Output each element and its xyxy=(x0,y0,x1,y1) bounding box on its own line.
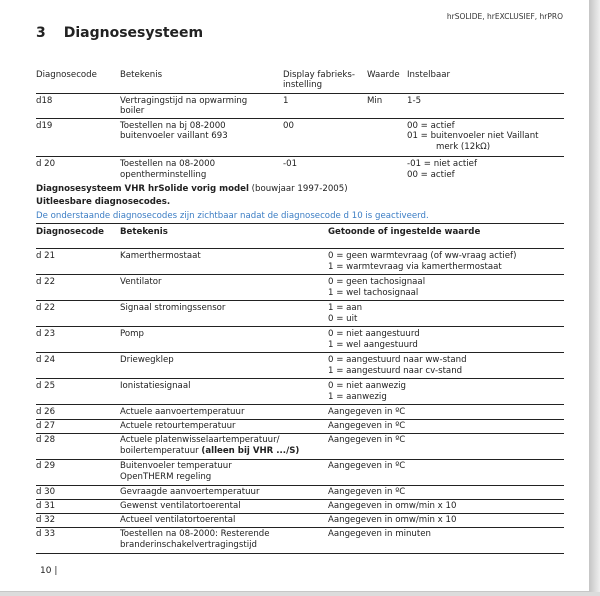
table-cell: Gevraagde aanvoertemperatuur xyxy=(120,487,260,497)
divider xyxy=(36,223,564,224)
table-cell: Vertragingstijd na opwarming xyxy=(120,96,248,106)
divider xyxy=(36,459,564,460)
section-title: Diagnosesysteem VHR hrSolide vorig model (bouwjaar 1997-2005) xyxy=(36,184,348,194)
table-cell: 0 = geen tachosignaal xyxy=(328,277,426,287)
divider xyxy=(36,326,564,327)
table-row-code: d18 xyxy=(36,96,53,106)
table-cell: OpenTHERM regeling xyxy=(120,472,212,482)
table-cell: -01 = niet actief xyxy=(407,159,477,169)
table-cell: Pomp xyxy=(120,329,144,339)
table-cell: 0 = geen warmtevraag (of ww-vraag actief) xyxy=(328,251,517,261)
table-cell: Aangegeven in omw/min x 10 xyxy=(328,515,457,525)
table-row-code: d 30 xyxy=(36,487,56,497)
table-row-code: d 24 xyxy=(36,355,56,365)
table-cell: Buitenvoeler temperatuur xyxy=(120,461,232,471)
table-cell: branderinschakelvertragingstijd xyxy=(120,540,257,550)
table-cell: Kamerthermostaat xyxy=(120,251,201,261)
divider xyxy=(36,499,564,500)
table-cell: Actuele retourtemperatuur xyxy=(120,421,236,431)
chapter-number: 3 xyxy=(36,25,46,41)
page-number: 10 | xyxy=(40,566,58,576)
table-row-code: d 25 xyxy=(36,381,56,391)
table-cell: 1 = warmtevraag via kamerthermostaat xyxy=(328,262,502,272)
t1-header-display: Display fabrieks- xyxy=(283,70,355,80)
table-row-code: d 21 xyxy=(36,251,56,261)
divider xyxy=(36,274,564,275)
t1-header-adjustable: Instelbaar xyxy=(407,70,451,80)
page-shadow xyxy=(590,0,600,596)
divider xyxy=(36,527,564,528)
table-cell: Actuele platenwisselaartemperatuur/ xyxy=(120,435,280,445)
table-row-code: d 31 xyxy=(36,501,56,511)
divider xyxy=(36,419,564,420)
table-cell: -01 xyxy=(283,159,298,169)
table-row-code: d19 xyxy=(36,121,53,131)
table-cell: 01 = buitenvoeler niet Vaillant xyxy=(407,131,539,141)
table-cell: boiler xyxy=(120,106,145,116)
divider xyxy=(36,300,564,301)
table-cell: merk (12kΩ) xyxy=(436,142,491,152)
table-cell: 1 = wel tachosignaal xyxy=(328,288,419,298)
table-cell: Aangegeven in ºC xyxy=(328,435,406,445)
divider xyxy=(36,553,564,554)
product-line-header: hrSOLIDE, hrEXCLUSIEF, hrPRO xyxy=(446,12,563,21)
table-cell: Gewenst ventilatortoerental xyxy=(120,501,241,511)
divider xyxy=(36,378,564,379)
table-cell: Ventilator xyxy=(120,277,162,287)
t2-header-meaning: Betekenis xyxy=(120,227,168,237)
chapter-title: Diagnosesysteem xyxy=(63,25,204,41)
table-cell: Aangegeven in omw/min x 10 xyxy=(328,501,457,511)
table-cell: buitenvoeler vaillant 693 xyxy=(120,131,228,141)
divider xyxy=(36,433,564,434)
table-row-code: d 22 xyxy=(36,303,56,313)
table-cell: Aangegeven in ºC xyxy=(328,421,406,431)
section-subtitle: Uitleesbare diagnosecodes. xyxy=(36,197,171,207)
t1-header-meaning: Betekenis xyxy=(120,70,163,80)
table-cell: Driewegklep xyxy=(120,355,174,365)
divider xyxy=(36,93,564,94)
table-cell: 1 = aangestuurd naar cv-stand xyxy=(328,366,463,376)
table-cell: boilertemperatuur (alleen bij VHR .../S) xyxy=(120,446,300,456)
table-cell: 0 = niet aangestuurd xyxy=(328,329,420,339)
table-cell: Actuele aanvoertemperatuur xyxy=(120,407,245,417)
divider xyxy=(36,513,564,514)
table-cell: 1 = aanwezig xyxy=(328,392,387,402)
table-cell: Aangegeven in ºC xyxy=(328,487,406,497)
table-cell: Toestellen na 08-2000: Resterende xyxy=(120,529,270,539)
divider xyxy=(36,404,564,405)
table-cell: Actueel ventilatortoerental xyxy=(120,515,236,525)
table-cell: 00 xyxy=(283,121,294,131)
divider xyxy=(36,248,564,249)
t1-header-display-2: instelling xyxy=(283,80,323,90)
table-row-code: d 33 xyxy=(36,529,56,539)
table-cell: Ionistatiesignaal xyxy=(120,381,191,391)
divider xyxy=(36,485,564,486)
section-note: De onderstaande diagnosecodes zijn zichtbaar nadat de diagnosecode d 10 is geactiveerd. xyxy=(36,211,429,221)
t1-header-code: Diagnosecode xyxy=(36,70,97,80)
table-row-code: d 23 xyxy=(36,329,56,339)
table-row-code: d 28 xyxy=(36,435,56,445)
table-cell: Min xyxy=(367,96,383,106)
table-cell: Signaal stromingssensor xyxy=(120,303,226,313)
page-shadow xyxy=(0,592,600,596)
t2-header-code: Diagnosecode xyxy=(36,227,104,237)
table-row-code: d 27 xyxy=(36,421,56,431)
t2-header-value: Getoonde of ingestelde waarde xyxy=(328,227,481,237)
chapter-heading xyxy=(36,25,203,41)
table-cell: 00 = actief xyxy=(407,121,455,131)
table-cell: 0 = uit xyxy=(328,314,358,324)
divider xyxy=(36,352,564,353)
divider xyxy=(36,118,564,119)
table-row-code: d 26 xyxy=(36,407,56,417)
table-cell: Toestellen na 08-2000 xyxy=(120,159,216,169)
table-cell: 0 = aangestuurd naar ww-stand xyxy=(328,355,467,365)
table-cell: Toestellen na bj 08-2000 xyxy=(120,121,226,131)
divider xyxy=(36,156,564,157)
table-cell: Aangegeven in ºC xyxy=(328,407,406,417)
table-cell: 1 xyxy=(283,96,289,106)
t1-header-value: Waarde xyxy=(367,70,400,80)
table-row-code: d 22 xyxy=(36,277,56,287)
table-cell: 1 = wel aangestuurd xyxy=(328,340,418,350)
table-cell: 00 = actief xyxy=(407,170,455,180)
table-cell: 1 = aan xyxy=(328,303,363,313)
table-cell: Aangegeven in minuten xyxy=(328,529,431,539)
table-cell: 1-5 xyxy=(407,96,422,106)
table-row-code: d 32 xyxy=(36,515,56,525)
table-row-code: d 20 xyxy=(36,159,56,169)
table-row-code: d 29 xyxy=(36,461,56,471)
table-cell: 0 = niet aanwezig xyxy=(328,381,407,391)
table-cell: opentherminstelling xyxy=(120,170,207,180)
table-cell: Aangegeven in ºC xyxy=(328,461,406,471)
